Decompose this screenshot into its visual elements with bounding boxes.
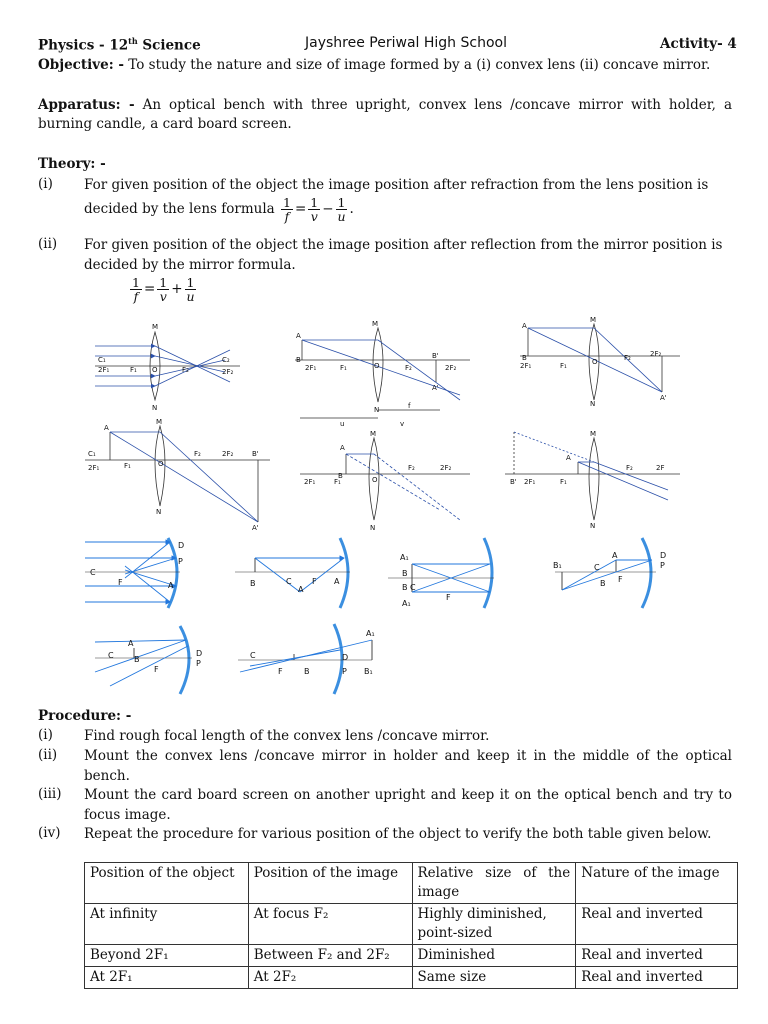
- svg-text:A₁: A₁: [400, 553, 409, 562]
- svg-text:C₂: C₂: [222, 356, 230, 364]
- svg-text:F₁: F₁: [130, 366, 137, 374]
- svg-text:P: P: [342, 667, 347, 676]
- lens-diagram-2: [295, 320, 470, 428]
- theory-num-2: (ii): [38, 236, 58, 252]
- lens-formula-term-2: $\frac{1}{v}$: [310, 195, 319, 224]
- svg-text:F: F: [446, 593, 451, 602]
- svg-text:B: B: [600, 579, 606, 588]
- svg-text:O: O: [158, 460, 164, 468]
- svg-text:A: A: [298, 585, 304, 594]
- svg-text:A': A': [252, 524, 259, 532]
- objective: Objective: - To study the nature and size of image formed by a (i) convex lens (ii) concave mirror.: [38, 57, 711, 73]
- table-cell: Highly diminished, point-sized: [412, 904, 576, 945]
- svg-text:2F₂: 2F₂: [222, 450, 234, 458]
- svg-text:B: B: [338, 472, 343, 480]
- svg-text:N: N: [374, 406, 380, 414]
- svg-text:M: M: [590, 430, 597, 438]
- table-header-cell: Position of the object: [85, 863, 249, 904]
- svg-text:F: F: [154, 665, 159, 674]
- svg-text:B: B: [522, 354, 527, 362]
- theory-item-2-line2: decided by the mirror formula.: [84, 257, 296, 273]
- mirror-formula: $\frac{1}{f}$ = $\frac{1}{v}$ + $\frac{1}{u}$: [132, 275, 195, 304]
- svg-text:N: N: [590, 400, 596, 408]
- svg-text:M: M: [370, 430, 377, 438]
- svg-text:A: A: [340, 444, 345, 452]
- svg-text:C: C: [250, 651, 256, 660]
- svg-text:F: F: [312, 577, 317, 586]
- svg-text:f: f: [408, 402, 411, 410]
- svg-text:2F₁: 2F₁: [88, 464, 100, 472]
- svg-text:F₂: F₂: [626, 464, 633, 472]
- table-cell: Real and inverted: [576, 904, 738, 945]
- svg-text:A: A: [128, 639, 134, 648]
- svg-text:F₁: F₁: [560, 478, 567, 486]
- svg-text:N: N: [156, 508, 162, 516]
- apparatus: Apparatus: - An optical bench with three upright, convex lens /concave mirror with holder, a burning candle, a card board screen.: [38, 97, 732, 132]
- svg-text:B: B: [296, 356, 301, 364]
- table-row: [85, 967, 738, 989]
- table-header-cell: Position of the image: [248, 863, 412, 904]
- lens-diagram-1: [95, 323, 240, 412]
- svg-text:A: A: [104, 424, 109, 432]
- mirror-diagram-4: [553, 538, 666, 608]
- svg-text:O: O: [592, 358, 598, 366]
- svg-text:A: A: [334, 577, 340, 586]
- theory-heading: Theory: -: [38, 156, 106, 172]
- table-cell: At 2F₂: [248, 967, 412, 989]
- theory-item-2-line1: For given position of the object the image position after reflection from the mirror position is: [84, 237, 723, 253]
- svg-text:F₂: F₂: [194, 450, 201, 458]
- svg-text:F₂: F₂: [182, 366, 189, 374]
- svg-text:B': B': [252, 450, 259, 458]
- svg-text:F₂: F₂: [624, 354, 631, 362]
- svg-text:P: P: [660, 561, 665, 570]
- svg-text:C₁: C₁: [88, 450, 96, 458]
- svg-text:M: M: [156, 418, 163, 426]
- svg-text:C: C: [594, 563, 600, 572]
- lens-formula-term-1: $\frac{1}{f}$: [283, 195, 291, 224]
- svg-text:C: C: [286, 577, 292, 586]
- svg-text:F₁: F₁: [334, 478, 341, 486]
- svg-text:C₁: C₁: [98, 356, 106, 364]
- svg-text:v: v: [400, 420, 405, 428]
- svg-text:A: A: [612, 551, 618, 560]
- table-cell: At 2F₁: [85, 967, 249, 989]
- svg-text:C: C: [90, 568, 96, 577]
- procedure-num-3: (iii): [38, 786, 62, 802]
- svg-text:N: N: [590, 522, 596, 530]
- ray-diagrams: [0, 310, 768, 710]
- svg-text:2F: 2F: [656, 464, 665, 472]
- mirror-diagram-5: [95, 626, 202, 694]
- table-cell: Same size: [412, 967, 576, 989]
- svg-text:2F₂: 2F₂: [650, 350, 662, 358]
- svg-text:2F₂: 2F₂: [440, 464, 452, 472]
- svg-text:B: B: [134, 655, 140, 664]
- svg-text:O: O: [374, 362, 380, 370]
- theory-item-1-line2-wrap: decided by the lens formula $\frac{1}{f}$ = $\frac{1}{v}$ − $\frac{1}{u}$ .: [84, 195, 354, 224]
- svg-text:2F₁: 2F₁: [520, 362, 532, 370]
- svg-text:F₂: F₂: [408, 464, 415, 472]
- svg-text:2F₂: 2F₂: [222, 368, 234, 376]
- svg-text:F₁: F₁: [560, 362, 567, 370]
- table-cell: Diminished: [412, 945, 576, 967]
- svg-text:D: D: [178, 541, 185, 550]
- svg-text:F₂: F₂: [405, 364, 412, 372]
- lens-diagram-4: [85, 418, 270, 532]
- svg-text:O: O: [152, 366, 158, 374]
- table-header-cell: Nature of the image: [576, 863, 738, 904]
- svg-text:P: P: [196, 659, 201, 668]
- svg-text:P: P: [178, 557, 183, 566]
- svg-text:B: B: [304, 667, 310, 676]
- svg-text:D: D: [196, 649, 203, 658]
- svg-text:B: B: [250, 579, 256, 588]
- svg-text:N: N: [152, 404, 158, 412]
- svg-text:D: D: [660, 551, 667, 560]
- procedure-num-4: (iv): [38, 825, 61, 841]
- mirror-diagram-6: [238, 624, 375, 694]
- table-header-cell: Relative size of the image: [412, 863, 576, 904]
- mirror-diagram-3: [388, 538, 494, 608]
- theory-num-1: (i): [38, 176, 53, 192]
- procedure-num-2: (ii): [38, 747, 58, 763]
- svg-text:M: M: [372, 320, 379, 328]
- svg-text:B': B': [510, 478, 517, 486]
- svg-text:B: B: [402, 569, 408, 578]
- svg-text:A': A': [660, 394, 667, 402]
- mirror-diagram-2: [235, 538, 350, 608]
- svg-text:M: M: [590, 316, 597, 324]
- svg-text:u: u: [340, 420, 345, 428]
- svg-text:A: A: [522, 322, 527, 330]
- svg-text:B₁: B₁: [553, 561, 562, 570]
- procedure-item-2: Mount the convex lens /concave mirror in holder and keep it in the middle of the optical bench.: [84, 748, 732, 784]
- svg-text:2F₂: 2F₂: [445, 364, 457, 372]
- table-row: [85, 945, 738, 967]
- lens-formula-term-3: $\frac{1}{u}$: [337, 195, 346, 224]
- svg-text:O: O: [372, 476, 378, 484]
- table-cell: Real and inverted: [576, 967, 738, 989]
- svg-text:F₁: F₁: [124, 462, 131, 470]
- svg-text:2F₁: 2F₁: [305, 364, 317, 372]
- svg-text:2F₁: 2F₁: [98, 366, 110, 374]
- svg-text:A₁: A₁: [366, 629, 375, 638]
- svg-text:A: A: [566, 454, 571, 462]
- svg-text:A: A: [168, 581, 174, 590]
- table-header-row: [85, 863, 738, 904]
- table-cell: Real and inverted: [576, 945, 738, 967]
- table-cell: Between F₂ and 2F₂: [248, 945, 412, 967]
- svg-text:D: D: [342, 653, 349, 662]
- table-cell: At infinity: [85, 904, 249, 945]
- header-subject: Physics - 12th Science: [38, 36, 201, 54]
- svg-text:A₁: A₁: [402, 599, 411, 608]
- svg-text:N: N: [370, 524, 376, 532]
- svg-text:F: F: [118, 578, 123, 587]
- table-row: [85, 904, 738, 945]
- lens-diagram-6: [505, 430, 680, 530]
- svg-text:F: F: [618, 575, 623, 584]
- svg-text:A': A': [432, 384, 439, 392]
- svg-text:B': B': [432, 352, 439, 360]
- lens-diagram-5: [300, 430, 470, 532]
- procedure-item-3: Mount the card board screen on another upright and keep it on the optical bench and try to focus image.: [84, 787, 732, 823]
- svg-text:C: C: [108, 651, 114, 660]
- observation-table: [84, 862, 738, 989]
- svg-text:B₁: B₁: [364, 667, 373, 676]
- svg-text:A: A: [296, 332, 301, 340]
- procedure-heading: Procedure: -: [38, 708, 132, 724]
- procedure-num-1: (i): [38, 727, 53, 743]
- table-cell: Beyond 2F₁: [85, 945, 249, 967]
- theory-item-1-line1: For given position of the object the image position after refraction from the lens position is: [84, 177, 709, 193]
- svg-text:F: F: [278, 667, 283, 676]
- procedure-item-1: Find rough focal length of the convex lens /concave mirror.: [84, 728, 490, 744]
- table-cell: At focus F₂: [248, 904, 412, 945]
- svg-text:2F₁: 2F₁: [524, 478, 536, 486]
- theory-item-1-line2: decided by the lens formula: [84, 201, 275, 217]
- lens-diagram-3: [520, 316, 680, 408]
- procedure-item-4: Repeat the procedure for various position of the object to verify the both table given below.: [84, 826, 712, 842]
- svg-text:F₁: F₁: [340, 364, 347, 372]
- svg-text:B: B: [402, 583, 408, 592]
- header-activity: Activity- 4: [660, 36, 737, 52]
- svg-text:2F₁: 2F₁: [304, 478, 316, 486]
- svg-text:C: C: [410, 583, 416, 592]
- svg-text:M: M: [152, 323, 159, 331]
- header-school: Jayshree Periwal High School: [305, 35, 507, 51]
- mirror-diagram-1: [85, 538, 184, 608]
